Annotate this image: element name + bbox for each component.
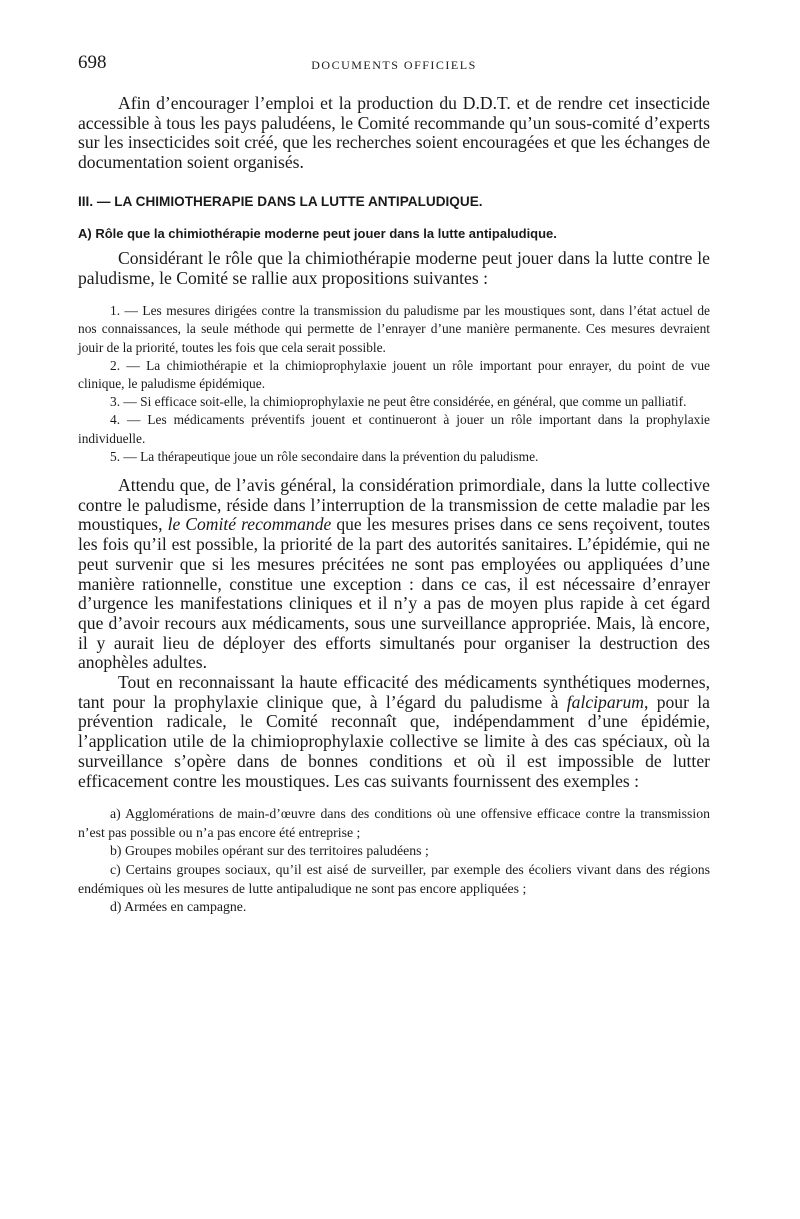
tout-text-end: , pour la prévention radicale, le Comité reconnaît que, indépendamment d’une épidémie, l’application utile de la chimioprophylaxie collective se limite à des cas spéciaux, où la surveillance s’opère dans de bonnes conditions et où il est impossible de lutter efficacement contre les moustiques. Les cas suivants fournissent des exemples : xyxy=(78,691,710,791)
running-header xyxy=(78,52,710,76)
page-number: 698 xyxy=(78,52,107,73)
running-title: DOCUMENTS OFFICIELS xyxy=(311,58,477,72)
tout-paragraph xyxy=(78,673,710,791)
intro-paragraph: Afin d’encourager l’emploi et la production du D.D.T. et de rendre cet insecticide accessible à tous les pays paludéens, le Comité recommande qu’un sous-comité d’experts sur les insecticides soit créé, que les recherches soient encouragées et que les échanges de documentation soient organisés. xyxy=(78,93,710,173)
proposition-item: 4. — Les médicaments préventifs jouent et continueront à jouer un rôle important dans la prophylaxie individuelle. xyxy=(78,412,710,446)
example-item: d) Armées en campagne. xyxy=(110,899,247,915)
proposition-item: 5. — La thérapeutique joue un rôle secondaire dans la prévention du paludisme. xyxy=(110,448,539,464)
tout-text-start: Tout en reconnaissant la haute efficacité des médicaments synthétiques modernes, tant pour la prophylaxie clinique que, à l’égard du paludisme à xyxy=(78,672,710,712)
considering-paragraph: Considérant le rôle que la chimiothérapie moderne peut jouer dans la lutte contre le paludisme, le Comité se rallie aux propositions suivantes : xyxy=(78,247,710,288)
sub-heading: A) Rôle que la chimiothérapie moderne peut jouer dans la lutte antipaludique. xyxy=(78,225,557,241)
tout-italic: falciparum xyxy=(566,691,644,712)
section-heading: III. — LA CHIMIOTHERAPIE DANS LA LUTTE ANTIPALUDIQUE. xyxy=(78,193,483,209)
attendu-italic: le Comité recommande xyxy=(167,514,332,535)
attendu-text-start: Attendu que, de l’avis général, la considération primordiale, dans la lutte collective contre le paludisme, réside dans l’interruption de la transmission de cette maladie par les moustiques, xyxy=(78,475,710,535)
document-page xyxy=(78,52,710,917)
examples-list xyxy=(78,805,710,917)
propositions-list xyxy=(78,302,710,466)
example-item: a) Agglomérations de main-d’œuvre dans des conditions où une offensive efficace contre la transmission n’est pas possible ou n’a pas encore été entreprise ; xyxy=(78,806,710,840)
attendu-text-end: que les mesures prises dans ce sens reçoivent, toutes les fois qu’il est possible, la priorité de la part des autorités sanitaires. L’épidémie, qui ne peut survenir que si les mesures précitées ne sont pas employées ou appliquées d’une manière rationnelle, constitue une exception : dans ce cas, il est nécessaire d’enrayer d’urgence les manifestations cliniques et il n’y a pas de moyen plus rapide à cet égard que d’avoir recours aux médicaments, sous une surveillance appropriée. Mais, là encore, il y aurait lieu de déployer des efforts simultanés pour organiser la destruction des anophèles adultes. xyxy=(78,514,711,673)
example-item: b) Groupes mobiles opérant sur des territoires paludéens ; xyxy=(110,843,429,859)
proposition-item: 2. — La chimiothérapie et la chimioprophylaxie jouent un rôle important pour enrayer, du point de vue clinique, le paludisme épidémique. xyxy=(78,357,710,392)
attendu-paragraph xyxy=(78,476,710,673)
example-item: c) Certains groupes sociaux, qu’il est aisé de surveiller, par exemple des écoliers vivant dans des régions endémiques où les mesures de lutte antipaludique ne sont pas encore appliquées ; xyxy=(78,862,710,896)
proposition-item: 1. — Les mesures dirigées contre la transmission du paludisme par les moustiques sont, dans l’état actuel de nos connaissances, la seule méthode qui permette de l’enrayer d’une manière permanente. Ces mesures devraient jouir de la priorité, toutes les fois que cela serait possible. xyxy=(78,303,710,355)
proposition-item: 3. — Si efficace soit-elle, la chimioprophylaxie ne peut être considérée, en général, que comme un palliatif. xyxy=(110,394,687,410)
